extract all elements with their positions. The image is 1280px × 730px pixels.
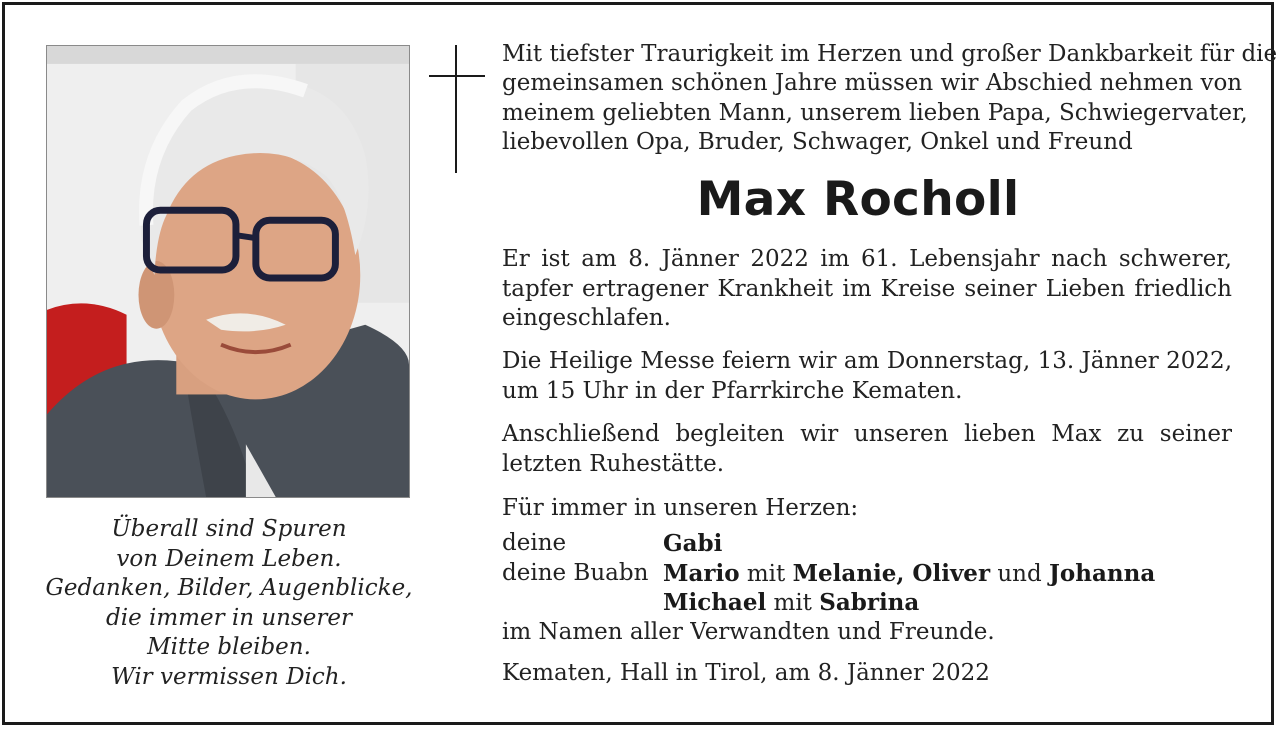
death-notice-paragraph: Er ist am 8. Jänner 2022 im 61. Lebensjahr nach schwerer, tapfer ertragener Krankheit im Kreise seiner Lieben friedlich eingeschlafen. [502,246,1232,331]
quote-line: Mitte bleiben. [147,634,311,660]
forever-heading: Für immer in unseren Herzen: [502,495,859,521]
family-names: Michael mit Sabrina [663,589,920,616]
family-label: deine [502,530,567,556]
intro-line: gemeinsamen schönen Jahre müssen wir Abschied nehmen von [502,70,1243,97]
intro-text [502,40,1278,157]
quote-line: die immer in unserer [105,604,352,631]
family-row [502,559,1242,589]
burial-paragraph: Anschließend begleiten wir unseren lieben Max zu seiner letzten Ruhestätte. [502,421,1232,477]
family-label: deine Buabn [502,559,649,586]
intro-line: meinem geliebten Mann, unserem lieben Papa, Schwiegervater, [502,99,1248,126]
relatives-line: im Namen aller Verwandten und Freunde. [502,618,995,645]
family-names: Gabi [663,530,723,557]
quote-line: Wir vermissen Dich. [111,663,347,690]
portrait-photo [46,45,410,498]
quote-line: Überall sind Spuren [111,516,347,542]
intro-line: liebevollen Opa, Bruder, Schwager, Onkel und Freund [502,128,1133,155]
intro-line: Mit tiefster Traurigkeit im Herzen und großer Dankbarkeit für die [502,41,1278,67]
family-row [502,588,1242,618]
quote-line: Gedanken, Bilder, Augenblicke, [45,575,413,601]
quote-line: von Deinem Leben. [116,545,342,572]
family-names: Mario mit Melanie, Oliver und Johanna [663,559,1156,587]
deceased-name: Max Rocholl [696,172,1020,227]
family-row [502,529,1242,559]
place-date: Kematen, Hall in Tirol, am 8. Jänner 2022 [502,660,990,686]
cross-icon [429,45,485,173]
family-list [502,529,1242,647]
mass-paragraph: Die Heilige Messe feiern wir am Donnerstag, 13. Jänner 2022, um 15 Uhr in der Pfarrkirche Kematen. [502,348,1232,404]
memorial-quote [34,515,424,692]
